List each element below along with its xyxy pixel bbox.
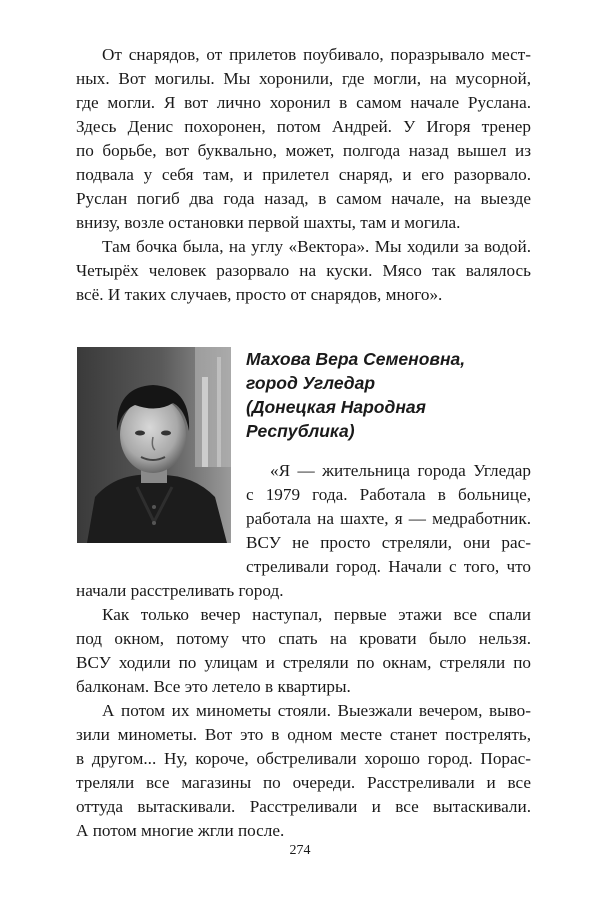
portrait-photo <box>77 347 231 543</box>
text-line: где могли. Я вот лично хоронил в самом начале Руслана. <box>76 93 531 112</box>
text-line: всё. И таких случаев, просто от снарядов, много». <box>76 285 443 304</box>
text-line: подвала у себя там, и прилетел снаряд, и его разорвало. <box>76 165 531 184</box>
person-location-heading: город Угледар <box>246 373 376 393</box>
text-line: От снарядов, от прилетов поубивало, поразрывало мест- <box>102 45 531 64</box>
text-line: зили минометы. Вот это в одном месте станет пострелять, <box>76 725 531 744</box>
page-number: 274 <box>289 843 311 858</box>
text-line: А потом их минометы стояли. Выезжали вечером, выво- <box>102 701 531 720</box>
text-line: «Я — жительница города Угледар <box>270 461 531 480</box>
text-line: балконам. Все это летело в квартиры. <box>76 677 351 696</box>
text-line: треляли все магазины по очереди. Расстреливали и все <box>76 773 531 792</box>
person-region-heading: Республика) <box>246 421 355 441</box>
text-line: под окном, потому что спать на кровати было нельзя. <box>76 629 531 648</box>
text-line: Там бочка была, на углу «Вектора». Мы ходили за водой. <box>102 237 531 256</box>
text-line: в другом... Ну, короче, обстреливали хорошо город. Порас- <box>76 749 531 768</box>
text-line: Четырёх человек разорвало на куски. Мясо так валялось <box>76 261 531 280</box>
text-line: работала на шахте, я — медработник. <box>246 509 531 528</box>
text-line: оттуда вытаскивали. Расстреливали и все вытаскивали. <box>76 797 531 816</box>
person-name-heading: Махова Вера Семеновна, <box>246 349 466 369</box>
text-line: ВСУ ходили по улицам и стреляли по окнам, стреляли по <box>76 653 531 672</box>
text-line: А потом многие жгли после. <box>76 821 285 840</box>
text-line: внизу, возле остановки первой шахты, там и могила. <box>76 213 461 232</box>
text-line: ных. Вот могилы. Мы хоронили, где могли, на мусорной, <box>76 69 531 88</box>
text-line: ВСУ не просто стреляли, они рас- <box>246 533 531 552</box>
text-line: начали расстреливать город. <box>76 581 284 600</box>
text-line: Как только вечер наступал, первые этажи все спали <box>102 605 531 624</box>
text-line: стреливали город. Начали с того, что <box>246 557 531 576</box>
text-line: Здесь Денис похоронен, потом Андрей. У Игоря тренер <box>76 117 531 136</box>
person-region-heading: (Донецкая Народная <box>246 397 426 417</box>
text-line: по борьбе, вот буквально, может, полгода назад вышел из <box>76 141 531 160</box>
text-line: Руслан погиб два года назад, в самом начале, на выезде <box>76 189 531 208</box>
text-line: с 1979 года. Работала в больнице, <box>246 485 531 504</box>
